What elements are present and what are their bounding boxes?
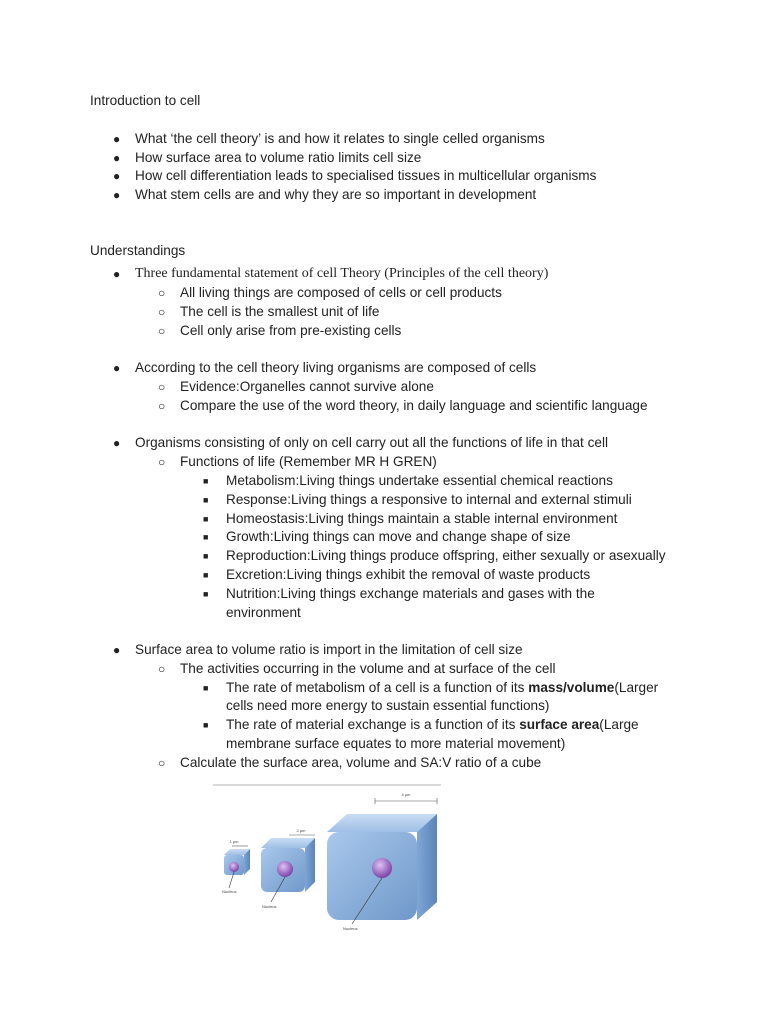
list-item: Surface area to volume ratio is import in the limitation of cell size bbox=[135, 642, 523, 657]
sub-item: Calculate the surface area, volume and SA:V ratio of a cube bbox=[180, 755, 542, 770]
bold-term: surface area bbox=[519, 717, 600, 732]
cube-size-figure bbox=[205, 782, 455, 937]
activity-item-continued: cells need more energy to sustain essential functions) bbox=[226, 698, 550, 713]
square-marker: ■ bbox=[203, 495, 209, 505]
bullet-marker: ● bbox=[113, 643, 121, 657]
list-item: According to the cell theory living organisms are composed of cells bbox=[135, 360, 537, 375]
section-heading: Understandings bbox=[90, 243, 186, 258]
list-item: Organisms consisting of only on cell carry out all the functions of life in that cell bbox=[135, 435, 608, 450]
square-marker: ■ bbox=[203, 589, 209, 599]
sub-item: Compare the use of the word theory, in daily language and scientific language bbox=[180, 398, 648, 413]
circle-marker: ○ bbox=[158, 324, 166, 338]
intro-item: What ‘the cell theory’ is and how it relates to single celled organisms bbox=[135, 131, 545, 146]
nucleus-label: Nucleus bbox=[262, 904, 277, 909]
activity-item bbox=[226, 679, 658, 697]
circle-marker: ○ bbox=[158, 286, 166, 300]
sub-item: The cell is the smallest unit of life bbox=[180, 304, 380, 319]
cube-illustration bbox=[205, 782, 455, 937]
circle-marker: ○ bbox=[158, 455, 166, 469]
circle-marker: ○ bbox=[158, 399, 166, 413]
bullet-marker: ● bbox=[113, 151, 121, 165]
nucleus-label: Nucleus bbox=[222, 889, 237, 894]
bullet-marker: ● bbox=[113, 188, 121, 202]
circle-marker: ○ bbox=[158, 305, 166, 319]
small-cube bbox=[224, 846, 250, 888]
nucleus-label: Nucleus bbox=[343, 926, 358, 931]
function-item: Reproduction:Living things produce offspring, either sexually or asexually bbox=[226, 548, 666, 563]
circle-marker: ○ bbox=[158, 756, 166, 770]
bullet-marker: ● bbox=[113, 436, 121, 450]
medium-cube bbox=[261, 835, 315, 902]
bullet-marker: ● bbox=[113, 267, 121, 281]
function-item: Growth:Living things can move and change shape of size bbox=[226, 529, 571, 544]
intro-item: How cell differentiation leads to specialised tissues in multicellular organisms bbox=[135, 168, 597, 183]
activity-item-continued: membrane surface equates to more material movement) bbox=[226, 736, 566, 751]
square-marker: ■ bbox=[203, 476, 209, 486]
list-item: Three fundamental statement of cell Theory (Principles of the cell theory) bbox=[135, 266, 549, 281]
square-marker: ■ bbox=[203, 532, 209, 542]
sub-item: The activities occurring in the volume and at surface of the cell bbox=[180, 661, 556, 676]
size-label: 1 μm bbox=[229, 839, 239, 844]
square-marker: ■ bbox=[203, 514, 209, 524]
function-item: Nutrition:Living things exchange materials and gases with the bbox=[226, 586, 595, 601]
intro-item: How surface area to volume ratio limits cell size bbox=[135, 150, 422, 165]
page-title: Introduction to cell bbox=[90, 93, 201, 108]
bold-term: mass/volume bbox=[528, 680, 615, 695]
function-item-continued: environment bbox=[226, 605, 301, 620]
circle-marker: ○ bbox=[158, 380, 166, 394]
large-cube bbox=[327, 798, 437, 924]
nucleus-shape bbox=[229, 862, 239, 872]
square-marker: ■ bbox=[203, 570, 209, 580]
activity-text: (Large bbox=[599, 717, 639, 732]
nucleus-shape bbox=[372, 858, 392, 878]
sub-item: Evidence:Organelles cannot survive alone bbox=[180, 379, 434, 394]
circle-marker: ○ bbox=[158, 662, 166, 676]
sub-item: Cell only arise from pre-existing cells bbox=[180, 323, 402, 338]
activity-text: The rate of metabolism of a cell is a function of its bbox=[226, 680, 529, 695]
sub-item: Functions of life (Remember MR H GREN) bbox=[180, 454, 437, 469]
activity-text: The rate of material exchange is a function of its bbox=[226, 717, 520, 732]
bullet-marker: ● bbox=[113, 361, 121, 375]
bullet-marker: ● bbox=[113, 169, 121, 183]
bullet-marker: ● bbox=[113, 132, 121, 146]
square-marker: ■ bbox=[203, 551, 209, 561]
sub-item: All living things are composed of cells or cell products bbox=[180, 285, 502, 300]
function-item: Homeostasis:Living things maintain a stable internal environment bbox=[226, 511, 618, 526]
function-item: Metabolism:Living things undertake essential chemical reactions bbox=[226, 473, 613, 488]
activity-item bbox=[226, 716, 639, 734]
size-label: 4 μm bbox=[401, 792, 411, 797]
square-marker: ■ bbox=[203, 720, 209, 730]
intro-item: What stem cells are and why they are so important in development bbox=[135, 187, 537, 202]
function-item: Excretion:Living things exhibit the removal of waste products bbox=[226, 567, 591, 582]
activity-text: (Larger bbox=[614, 680, 659, 695]
function-item: Response:Living things a responsive to internal and external stimuli bbox=[226, 492, 632, 507]
square-marker: ■ bbox=[203, 683, 209, 693]
size-label: 2 μm bbox=[296, 828, 306, 833]
nucleus-shape bbox=[277, 861, 293, 877]
